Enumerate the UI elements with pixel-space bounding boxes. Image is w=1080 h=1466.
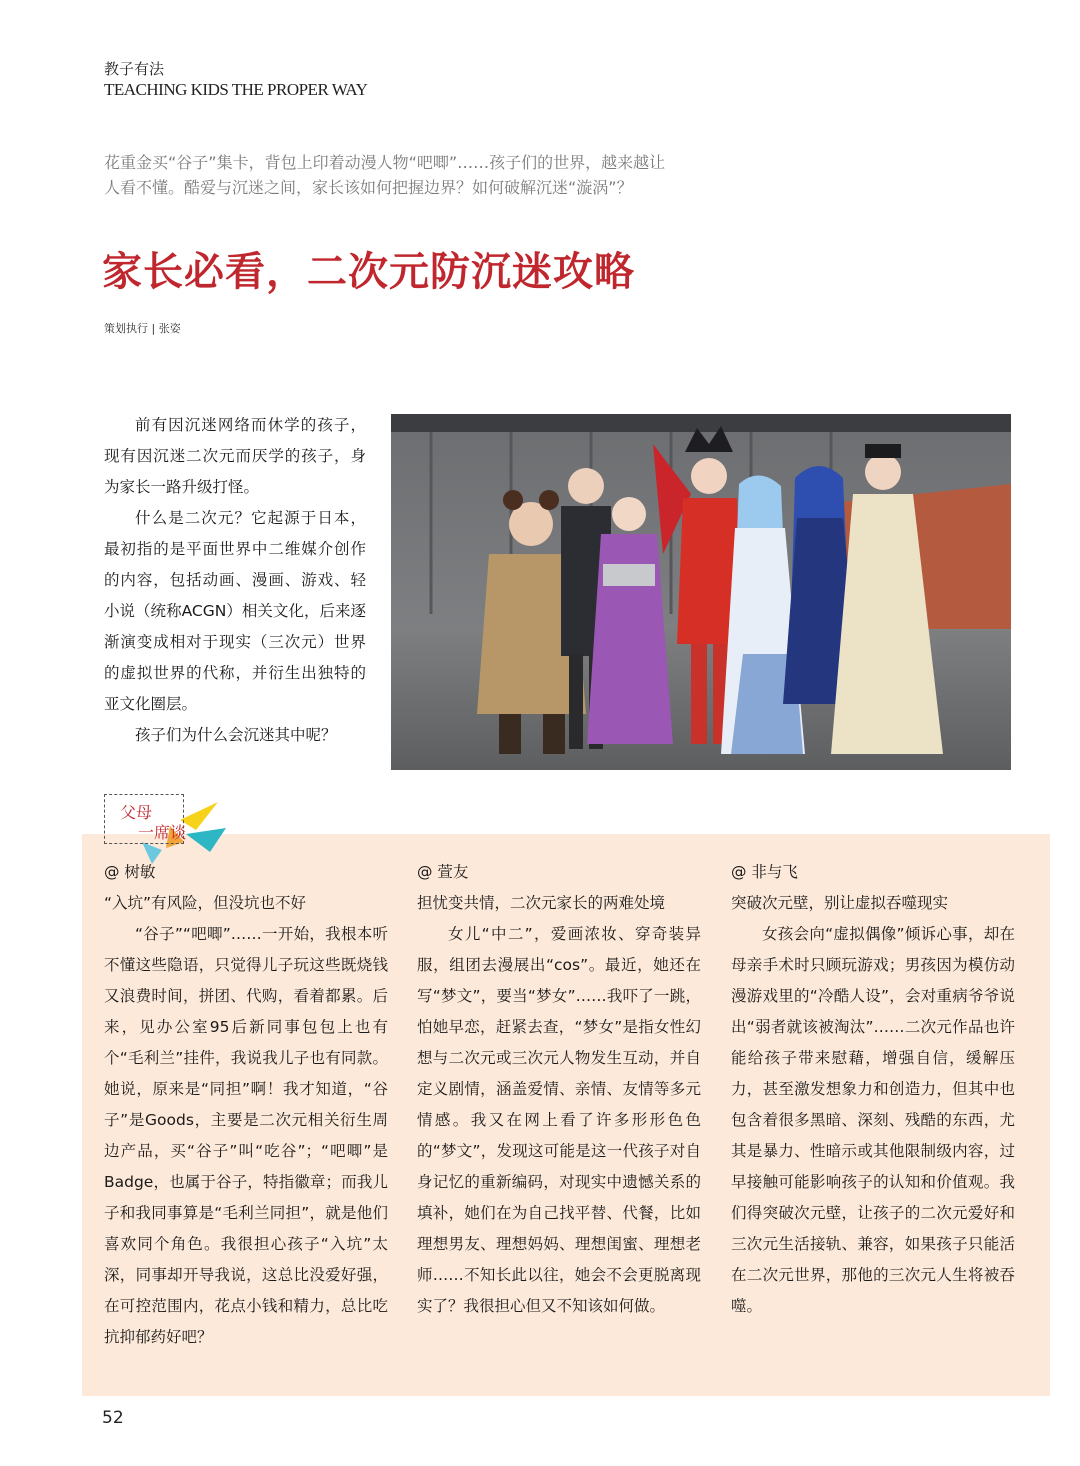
teal-shard (186, 828, 226, 852)
column-heading: “入坑”有风险，但没坑也不好 (104, 894, 307, 912)
article-body (104, 410, 366, 751)
section-label-english: TEACHING KIDS THE PROPER WAY (104, 80, 368, 99)
column-text: 女孩会向“虚拟偶像”倾诉心事，却在母亲手术时只顾玩游戏；男孩因为模仿动漫游戏里的“冷酷人设”，会对重病爷爷说出“弱者就该被淘汰”……二次元作品也许能给孩子带来慰藉，增强自信，缓解压力，甚至激发想象力和创造力，但其中也包含着很多黑暗、深刻、残酷的东西，尤其是暴力、性暗示或其他限制级内容，过早接触可能影响孩子的认知和价值观。我们得突破次元壁，让孩子的二次元爱好和三次元生活接轨、兼容，如果孩子只能活在二次元世界，那他的三次元人生将被吞噬。 (731, 925, 1015, 1315)
column-text: “谷子”“吧唧”……一开始，我根本听不懂这些隐语，只觉得儿子玩这些既烧钱又浪费时间，拼团、代购，看着都累。后来，见办公室95后新同事包包上也有个“毛利兰”挂件，我说我儿子也有同款。她说，原来是“同担”啊！我才知道，“谷子”是Goods，主要是二次元相关衍生周边产品，买“谷子”叫“吃谷”；“吧唧”是Badge，也属于谷子，特指徽章；而我儿子和我同事算是“毛利兰同担”，就是他们喜欢同个角色。我很担心孩子“入坑”太深，同事却开导我说，这总比没爱好强，在可控范围内，花点小钱和精力，总比吃抗抑郁药好吧？ (104, 925, 388, 1346)
discussion-column-2 (417, 857, 701, 1322)
page-number: 52 (102, 1408, 124, 1428)
column-heading: 突破次元壁，别让虚拟吞噬现实 (731, 894, 949, 912)
column-tag-line-2: 一席谈 (138, 823, 187, 842)
byline: 策划执行 | 张姿 (104, 322, 181, 335)
article-title: 家长必看，二次元防沉迷攻略 (102, 249, 635, 295)
body-paragraph: 什么是二次元？它起源于日本，最初指的是平面世界中二维媒介创作的内容，包括动画、漫画、游戏、轻小说（统称ACGN）相关文化，后来逐渐演变成相对于现实（三次元）世界的虚拟世界的代称，并衍生出独特的亚文化圈层。 (104, 509, 366, 713)
section-label: 教子有法 (104, 60, 165, 78)
column-tag-line-1: 父母 (120, 803, 153, 822)
cosplay-group-photo (391, 414, 1011, 770)
column-heading: 担忧变共情，二次元家长的两难处境 (417, 894, 666, 912)
discussion-column-1 (104, 857, 388, 1353)
column-author: @ 萱友 (417, 863, 469, 881)
column-author: @ 非与飞 (731, 863, 798, 881)
body-paragraph: 孩子们为什么会沉迷其中呢？ (135, 726, 337, 744)
intro-lead: 花重金买“谷子”集卡，背包上印着动漫人物“吧唧”……孩子们的世界，越来越让人看不懂。酷爱与沉迷之间，家长该如何把握边界？如何破解沉迷“漩涡”？ (104, 153, 666, 197)
column-text: 女儿“中二”，爱画浓妆、穿奇装异服，组团去漫展出“cos”。最近，她还在写“梦文”，要当“梦女”……我吓了一跳，怕她早恋，赶紧去查，“梦女”是指女性幻想与二次元或三次元人物发生互动，并自定义剧情，涵盖爱情、亲情、友情等多元情感。我又在网上看了许多形形色色的“梦文”，发现这可能是这一代孩子对自身记忆的重新编码，对现实中遗憾关系的填补，她们在为自己找平替、代餐，比如理想男友、理想妈妈、理想闺蜜、理想老师……不知长此以往，她会不会更脱离现实了？我很担心但又不知该如何做。 (417, 925, 701, 1315)
body-paragraph: 前有因沉迷网络而休学的孩子，现有因沉迷二次元而厌学的孩子，身为家长一路升级打怪。 (104, 416, 366, 496)
photo-illustration (391, 414, 1011, 770)
discussion-column-3 (731, 857, 1015, 1322)
column-author: @ 树敏 (104, 863, 156, 881)
